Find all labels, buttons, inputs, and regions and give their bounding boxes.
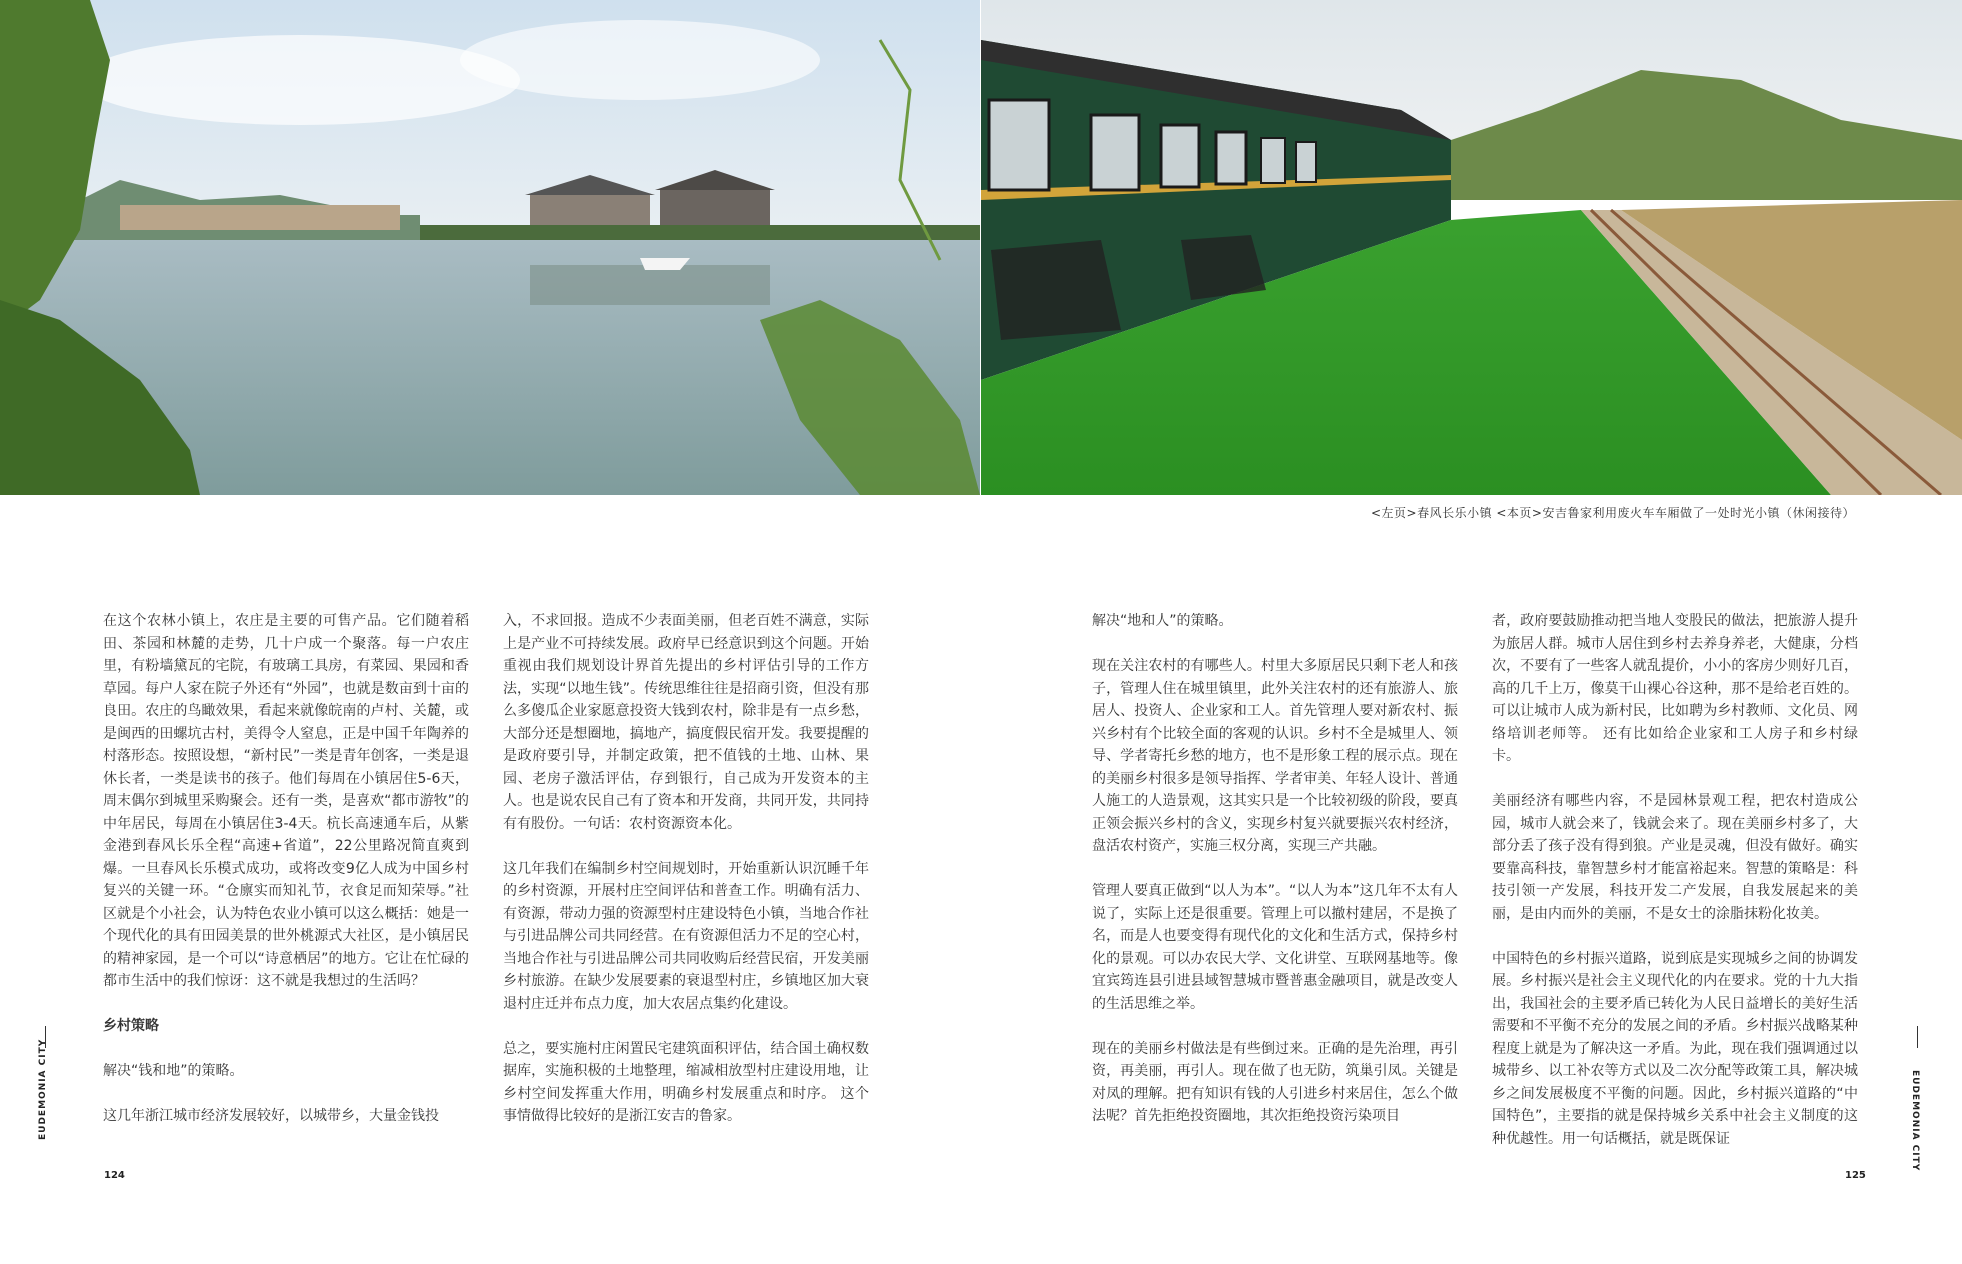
body-paragraph: 在这个农林小镇上，农庄是主要的可售产品。它们随着稻田、茶园和林麓的走势，几十户成一个聚落。每一户农庄里，有粉墙黛瓦的宅院，有玻璃工具房，有菜园、果园和香草园。每户人家在院子外还有“外园”，也就是数亩到十亩的良田。农庄的鸟瞰效果，看起来就像皖南的卢村、关麓，或是闽西的田螺坑古村，美得令人窒息，正是中国千年陶养的村落形态。按照设想，“新村民”一类是青年创客，一类是退休长者，一类是读书的孩子。他们每周在小镇居住5-6天，周末偶尔到城里采购聚会。还有一类，是喜欢“都市游牧”的中年居民，每周在小镇居住3-4天。杭长高速通车后，从紫金港到春风长乐全程“高速+省道”，22公里路况简直爽到爆。一旦春风长乐模式成功，或将改变9亿人成为中国乡村复兴的关键一环。“仓廪实而知礼节，衣食足而知荣辱。”社区就是个小社会，认为特色农业小镇可以这么概括：她是一个现代化的具有田园美景的世外桃源式大社区，是小镇居民的精神家园，是一个可以“诗意栖居”的地方。它让在忙碌的都市生活中的我们惊讶：这不就是我想过的生活吗？ xyxy=(103,613,469,989)
body-paragraph: 现在关注农村的有哪些人。村里大多原居民只剩下老人和孩子，管理人住在城里镇里，此外关注农村的还有旅游人、旅居人、投资人、企业家和工人。首先管理人要对新农村、振兴乡村有个比较全面的客观的认识。乡村不全是城里人、领导、学者寄托乡愁的地方，也不是形象工程的展示点。现在的美丽乡村很多是领导指挥、学者审美、年轻人设计、普通人施工的人造景观，这其实只是一个比较初级的阶段，要真正领会振兴乡村的含义，实现乡村复兴就要振兴农村经济，盘活农村资产，实施三权分离，实现三产共融。 xyxy=(1092,658,1458,854)
running-head-left: EUDEMONIA CITY xyxy=(38,1038,48,1140)
side-rule-right xyxy=(1917,1026,1918,1048)
train-carriage-lawn-photo xyxy=(981,0,1962,495)
body-paragraph: 管理人要真正做到“以人为本”。“以人为本”这几年不太有人说了，实际上还是很重要。管理上可以撤村建居，不是换了名，而是人也要变得有现代化的文化和生活方式，保持乡村化的景观。可以办农民大学、文化讲堂、互联网基地等。像宜宾筠连县引进县域智慧城市暨普惠金融项目，就是改变人的生活思维之举。 xyxy=(1092,883,1458,1012)
body-paragraph: 美丽经济有哪些内容，不是园林景观工程，把农村造成公园，城市人就会来了，钱就会来了。现在美丽乡村多了，大部分丢了孩子没有得到狼。产业是灵魂，但没有做好。确实要靠高科技，靠智慧乡村才能富裕起来。智慧的策略是：科技引领一产发展，科技开发二产发展，自我发展起来的美丽，是由内而外的美丽，不是女士的涂脂抹粉化妆美。 xyxy=(1492,793,1858,922)
lakeside-village-photo xyxy=(0,0,980,495)
text-column-2 xyxy=(503,610,869,1150)
page-number-left: 124 xyxy=(104,1170,125,1181)
text-column-3 xyxy=(1092,610,1458,1150)
body-paragraph: 这几年我们在编制乡村空间规划时，开始重新认识沉睡千年的乡村资源，开展村庄空间评估和普查工作。明确有活力、有资源，带动力强的资源型村庄建设特色小镇，当地合作社与引进品牌公司共同经营。在有资源但活力不足的空心村，当地合作社与引进品牌公司共同收购后经营民宿，开发美丽乡村旅游。在缺少发展要素的衰退型村庄，乡镇地区加大衰退村庄迁并布点力度，加大农居点集约化建设。 xyxy=(503,860,869,1012)
body-paragraph: 这几年浙江城市经济发展较好，以城带乡，大量金钱投 xyxy=(103,1108,439,1124)
body-paragraph: 解决“地和人”的策略。 xyxy=(1092,613,1233,629)
photo-caption: <左页>春风长乐小镇 <本页>安吉鲁家利用废火车车厢做了一处时光小镇（休闲接待） xyxy=(1370,506,1855,520)
body-paragraph: 者，政府要鼓励推动把当地人变股民的做法，把旅游人提升为旅居人群。城市人居住到乡村去养身养老，大健康，分档次，不要有了一些客人就乱提价，小小的客房少则好几百，高的几千上万，像莫干山裸心谷这种，那不是给老百姓的。可以让城市人成为新村民，比如聘为乡村教师、文化员、网络培训老师等。 还有比如给企业家和工人房子和乡村绿卡。 xyxy=(1492,613,1858,764)
text-column-1 xyxy=(103,610,469,1150)
page-number-right: 125 xyxy=(1845,1170,1866,1181)
body-paragraph: 现在的美丽乡村做法是有些倒过来。正确的是先治理，再引资，再美丽，再引人。现在做了也无防，筑巢引凤。关键是对凤的理解。把有知识有钱的人引进乡村来居住，怎么个做法呢？首先拒绝投资圈地，其次拒绝投资污染项目 xyxy=(1092,1040,1458,1124)
body-paragraph: 入，不求回报。造成不少表面美丽，但老百姓不满意，实际上是产业不可持续发展。政府早已经意识到这个问题。开始重视由我们规划设计界首先提出的乡村评估引导的工作方法，实现“以地生钱”。传统思维往往是招商引资，但没有那么多傻瓜企业家愿意投资大钱到农村，除非是有一点乡愁，大部分还是想圈地，搞地产，搞度假民宿开发。我要提醒的是政府要引导，并制定政策，把不值钱的土地、山林、果园、老房子激活评估，存到银行，自己成为开发资本的主人。也是说农民自己有了资本和开发商，共同开发，共同持有有股份。一句话：农村资源资本化。 xyxy=(503,613,869,832)
body-paragraph: 总之，要实施村庄闲置民宅建筑面积评估，结合国土确权数据库，实施积极的土地整理，缩减相放型村庄建设用地，让乡村空间发挥重大作用，明确乡村发展重点和时序。 这个事情做得比较好的是浙江安吉的鲁家。 xyxy=(503,1040,869,1124)
body-paragraph: 解决“钱和地”的策略。 xyxy=(103,1063,244,1079)
text-column-4 xyxy=(1492,610,1858,1173)
body-paragraph: 中国特色的乡村振兴道路，说到底是实现城乡之间的协调发展。乡村振兴是社会主义现代化的内在要求。党的十九大指出，我国社会的主要矛盾已转化为人民日益增长的美好生活需要和不平衡不充分的发展之间的矛盾。乡村振兴战略某种程度上就是为了解决这一矛盾。为此，现在我们强调通过以城带乡、以工补农等方式以及二次分配等政策工具，解决城乡之间发展极度不平衡的问题。因此，乡村振兴道路的“中国特色”，主要指的就是保持城乡关系中社会主义制度的这种优越性。用一句话概括，就是既保证 xyxy=(1492,950,1858,1147)
section-heading: 乡村策略 xyxy=(103,1018,159,1034)
running-head-right: EUDEMONIA CITY xyxy=(1910,1070,1920,1172)
